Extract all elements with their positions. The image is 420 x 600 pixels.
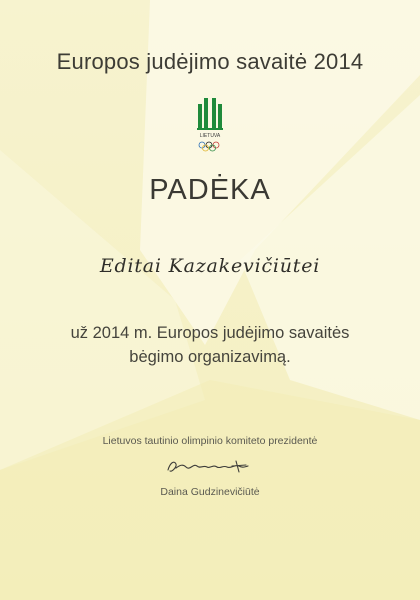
signer-position: Lietuvos tautinio olimpinio komiteto prezidentė	[102, 435, 318, 447]
award-reason	[0, 321, 420, 369]
award-reason-line: bėgimo organizavimą.	[129, 348, 291, 366]
certificate-heading: PADĖKA	[149, 174, 271, 206]
certificate-title: Europos judėjimo savaitė 2014	[56, 49, 364, 74]
logo-caption: LIETUVA	[199, 133, 221, 139]
recipient-name: Editai Kazakevičiūtei	[99, 255, 321, 277]
handwritten-signature	[160, 453, 256, 479]
signer-name: Daina Gudzinevičiūtė	[160, 486, 260, 498]
award-reason-line: už 2014 m. Europos judėjimo savaitės	[70, 324, 350, 342]
lithuania-olympic-committee-logo	[189, 96, 231, 154]
